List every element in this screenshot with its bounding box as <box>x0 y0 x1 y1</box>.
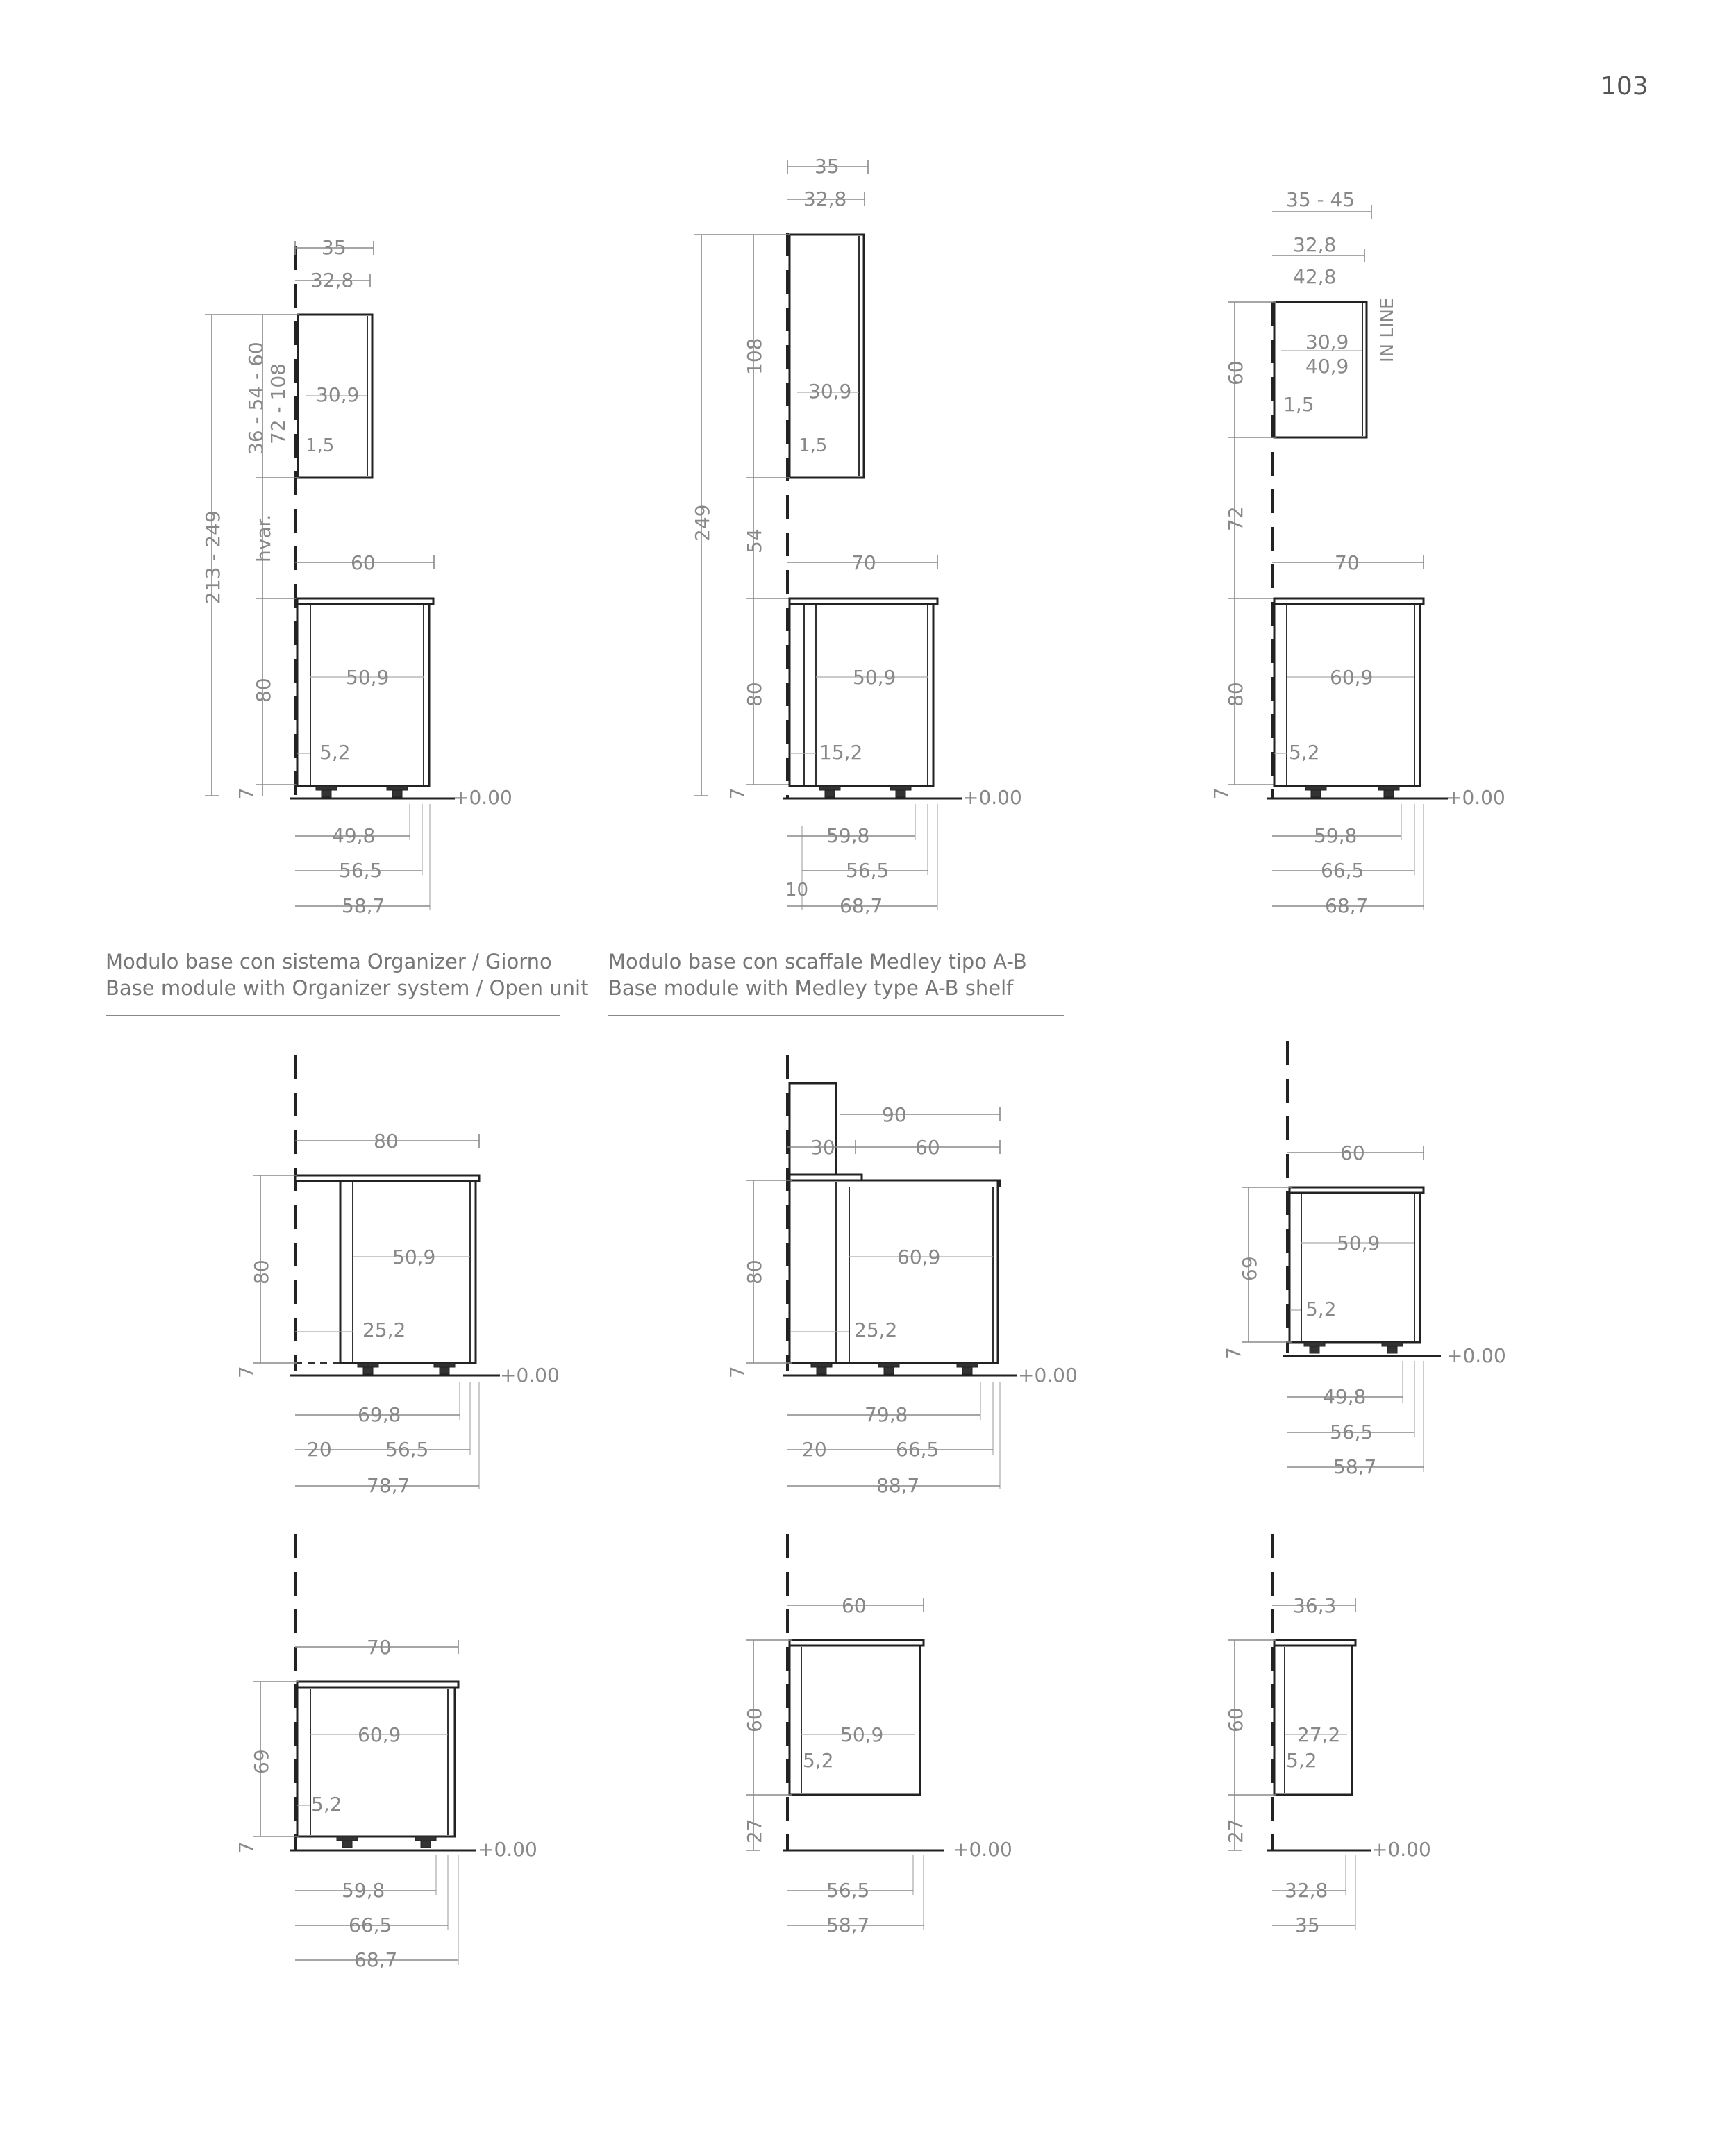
dim-top-60: 60 <box>915 1136 940 1159</box>
dim-plinth-7: 7 <box>235 1366 258 1378</box>
dim-5-2: 5,2 <box>311 1793 342 1816</box>
dim-bottom-20: 20 <box>802 1438 827 1461</box>
floor-level: +0.00 <box>962 786 1022 809</box>
dim-bottom-35: 35 <box>1295 1914 1320 1936</box>
floor-level: +0.00 <box>1446 1344 1506 1367</box>
dim-bottom-66-5: 66,5 <box>1321 859 1364 882</box>
dim-height-108: 108 <box>743 337 766 375</box>
dim-height-80: 80 <box>250 1259 273 1284</box>
figure-7-base-module-h69-wide <box>235 1534 537 1971</box>
floor-level: +0.00 <box>1446 786 1505 809</box>
dim-bottom-88-7: 88,7 <box>876 1474 920 1497</box>
figure-9-shallow-suspended-module <box>1224 1534 1431 1936</box>
base-cabinet <box>340 1181 476 1363</box>
dim-height-80: 80 <box>252 678 275 703</box>
dim-top-60: 60 <box>842 1594 867 1617</box>
dim-width-32-8: 32,8 <box>1293 233 1337 256</box>
dim-bottom-79-8: 79,8 <box>865 1403 908 1426</box>
dim-top-60: 60 <box>1340 1141 1365 1164</box>
dim-top-60: 60 <box>351 551 376 574</box>
dim-height-72-108: 72 - 108 <box>267 363 290 444</box>
dim-width-42-8: 42,8 <box>1293 265 1337 288</box>
dim-25-2: 25,2 <box>362 1319 406 1341</box>
dim-depth-50-9: 50,9 <box>392 1246 436 1269</box>
figure-6-base-module-h69 <box>1222 1041 1506 1478</box>
floor-level: +0.00 <box>500 1364 560 1387</box>
dim-height-36-54-60: 36 - 54 - 60 <box>244 342 267 455</box>
dim-plinth-7: 7 <box>726 787 749 800</box>
dim-plinth-7: 7 <box>1210 787 1233 800</box>
dim-plinth-7: 7 <box>235 787 258 800</box>
dim-5-2: 5,2 <box>1289 741 1320 764</box>
figure-1-organizer-base-module <box>201 236 512 917</box>
dim-plinth-7: 7 <box>1222 1347 1245 1359</box>
figure-8-suspended-base-module <box>743 1534 1012 1936</box>
dim-bottom-56-5: 56,5 <box>826 1879 870 1902</box>
dim-height-249: 249 <box>691 504 714 542</box>
dim-width-32-8: 32,8 <box>310 269 354 292</box>
caption-mid-italian: Modulo base con scaffale Medley tipo A-B <box>608 950 1027 973</box>
dim-top-80: 80 <box>374 1130 399 1153</box>
dim-height-80: 80 <box>743 682 766 707</box>
dim-bottom-66-5: 66,5 <box>349 1914 392 1936</box>
floor-level: +0.00 <box>1371 1838 1431 1861</box>
dim-bottom-20: 20 <box>307 1438 332 1461</box>
caption-left-italian: Modulo base con sistema Organizer / Giorno <box>106 950 552 973</box>
dim-top-70: 70 <box>1335 551 1360 574</box>
dim-depth-27-2: 27,2 <box>1297 1723 1341 1746</box>
dim-depth-40-9: 40,9 <box>1305 355 1349 378</box>
floor-level: +0.00 <box>478 1838 537 1861</box>
floor-level: +0.00 <box>953 1838 1012 1861</box>
dim-height-72: 72 <box>1224 506 1247 531</box>
label-in-line: IN LINE <box>1377 297 1398 362</box>
dim-width-35-45: 35 - 45 <box>1286 188 1355 211</box>
dim-depth-30-9: 30,9 <box>316 383 360 406</box>
floor-level: +0.00 <box>1018 1364 1078 1387</box>
dim-depth-50-9: 50,9 <box>840 1723 884 1746</box>
dim-bottom-56-5: 56,5 <box>1330 1421 1374 1443</box>
dim-top-36-3: 36,3 <box>1293 1594 1337 1617</box>
dim-top-70: 70 <box>851 551 876 574</box>
dim-bottom-68-7: 68,7 <box>840 894 883 917</box>
dim-height-80: 80 <box>743 1259 766 1284</box>
dim-depth-60-9: 60,9 <box>897 1246 941 1269</box>
figure-3-inline-base-module <box>1210 188 1505 917</box>
figure-4-organizer-corner-module <box>235 1055 560 1497</box>
dim-bottom-69-8: 69,8 <box>358 1403 401 1426</box>
dim-bottom-49-8: 49,8 <box>332 824 376 847</box>
dim-bottom-58-7: 58,7 <box>342 894 385 917</box>
dim-depth-50-9: 50,9 <box>346 666 390 689</box>
dim-depth-60-9: 60,9 <box>1330 666 1374 689</box>
dim-1-5: 1,5 <box>1283 393 1314 416</box>
figure-5-medley-corner-module <box>726 1055 1078 1497</box>
dim-bottom-58-7: 58,7 <box>826 1914 870 1936</box>
dim-25-2: 25,2 <box>854 1319 898 1341</box>
dim-depth-50-9: 50,9 <box>1337 1232 1380 1255</box>
dim-top-70: 70 <box>367 1636 392 1659</box>
dim-bottom-59-8: 59,8 <box>342 1879 385 1902</box>
dim-5-2: 5,2 <box>1286 1749 1317 1772</box>
dim-15-2: 15,2 <box>819 741 863 764</box>
floor-level: +0.00 <box>453 786 512 809</box>
base-cabinet <box>790 1646 920 1795</box>
medley-upright <box>790 1083 836 1175</box>
dim-top-30: 30 <box>810 1136 835 1159</box>
dim-bottom-32-8: 32,8 <box>1285 1879 1328 1902</box>
dim-height-60: 60 <box>1224 360 1247 385</box>
dim-bottom-56-5: 56,5 <box>339 859 383 882</box>
caption-mid-english: Base module with Medley type A-B shelf <box>608 976 1014 1000</box>
base-cabinet <box>297 604 429 786</box>
page-number: 103 <box>1601 72 1649 101</box>
dim-bottom-58-7: 58,7 <box>1333 1455 1377 1478</box>
dim-bottom-68-7: 68,7 <box>1325 894 1369 917</box>
dim-depth-30-9: 30,9 <box>808 380 852 403</box>
dim-1-5: 1,5 <box>799 435 828 456</box>
dim-bottom-59-8: 59,8 <box>1314 824 1358 847</box>
dim-height-69: 69 <box>250 1749 273 1774</box>
dim-5-2: 5,2 <box>803 1749 834 1772</box>
dim-width-35: 35 <box>815 155 840 178</box>
caption-left-english: Base module with Organizer system / Open unit <box>106 976 589 1000</box>
dim-height-27: 27 <box>743 1818 766 1843</box>
dim-bottom-56-5: 56,5 <box>385 1438 429 1461</box>
dim-5-2: 5,2 <box>319 741 351 764</box>
dim-bottom-59-8: 59,8 <box>826 824 870 847</box>
dim-height-80: 80 <box>1224 682 1247 707</box>
dim-plinth-7: 7 <box>726 1366 749 1378</box>
dim-width-32-8: 32,8 <box>803 187 847 210</box>
figure-2-medley-base-module <box>691 155 1022 917</box>
dim-height-69: 69 <box>1238 1256 1261 1281</box>
dim-plinth-7: 7 <box>235 1841 258 1854</box>
dim-depth-50-9: 50,9 <box>853 666 896 689</box>
dim-bottom-10: 10 <box>785 880 809 901</box>
dim-bottom-78-7: 78,7 <box>367 1474 410 1497</box>
dim-height-27: 27 <box>1224 1818 1247 1843</box>
dim-height-213-249: 213 - 249 <box>201 510 224 604</box>
base-cabinet <box>1274 1646 1352 1795</box>
dim-1-5: 1,5 <box>306 435 335 456</box>
dim-bottom-56-5: 56,5 <box>846 859 890 882</box>
dim-top-90: 90 <box>882 1103 907 1126</box>
dim-height-60: 60 <box>743 1707 766 1732</box>
dim-bottom-66-5: 66,5 <box>896 1438 940 1461</box>
dim-height-54: 54 <box>743 528 766 553</box>
dim-bottom-49-8: 49,8 <box>1323 1385 1367 1408</box>
dim-depth-60-9: 60,9 <box>358 1723 401 1746</box>
dim-hvar: hvar. <box>252 514 275 562</box>
dim-bottom-68-7: 68,7 <box>354 1948 398 1971</box>
dim-depth-30-9: 30,9 <box>1305 330 1349 353</box>
dim-height-60: 60 <box>1224 1707 1247 1732</box>
dim-5-2: 5,2 <box>1305 1298 1337 1321</box>
dim-width-35: 35 <box>322 236 347 259</box>
